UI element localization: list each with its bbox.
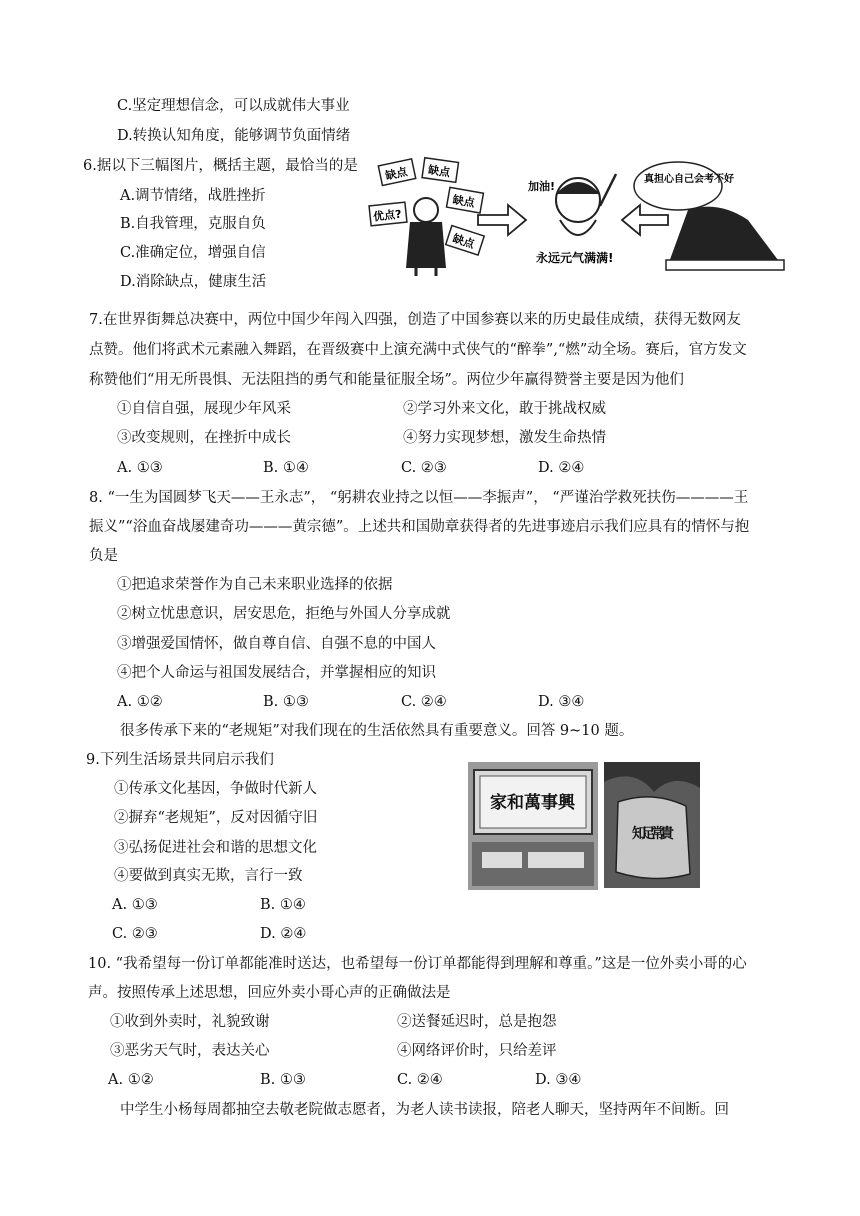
q8-item-1: ①把追求荣誉作为自己未来职业选择的依据	[117, 577, 393, 593]
q6-tag-4: 缺点	[451, 193, 476, 210]
q10-item-1: ①收到外卖时，礼貌致谢	[110, 1014, 270, 1030]
q8-choice-b: B. ①③	[263, 694, 309, 710]
q9-choice-b: B. ①④	[260, 897, 306, 913]
q7-choice-a: A. ①③	[117, 460, 163, 476]
q9-10-intro: 很多传承下来的“老规矩”对我们现在的生活依然具有重要意义。回答 9~10 题。	[120, 723, 634, 739]
q6-tag-2: 缺点	[427, 163, 451, 180]
q6-option-a: A.调节情绪，战胜挫折	[120, 188, 266, 204]
q6-option-c: C.准确定位，增强自信	[120, 245, 266, 261]
q8-choice-c: C. ②④	[401, 694, 447, 710]
q7-item-1: ①自信自强，展现少年风采	[117, 401, 291, 417]
q7-stem-line-1: 7.在世界街舞总决赛中，两位中国少年闯入四强，创造了中国参赛以来的历史最佳成绩，获得无数网友	[89, 312, 741, 328]
q8-choice-a: A. ①②	[117, 694, 163, 710]
q10-stem-line-2: 声。按照传承上述思想，回应外卖小哥心声的正确做法是	[88, 985, 451, 1001]
q8-item-3: ③增强爱国情怀，做自尊自信、自强不息的中国人	[117, 636, 436, 652]
q9-plaque-text: 家和萬事興	[490, 793, 575, 813]
q7-choice-b: B. ①④	[263, 460, 309, 476]
q8-stem-line-1: 8. “一生为国圆梦飞天——王永志”， “躬耕农业持之以恒——李振声”， “严谨治学救死扶伤————王	[89, 490, 749, 506]
q9-photo-plaque	[468, 762, 598, 890]
q7-item-4: ④努力实现梦想，激发生命热情	[403, 430, 606, 446]
q5-option-c: C.坚定理想信念，可以成就伟大事业	[117, 98, 350, 114]
q10-item-3: ③恶劣天气时，表达关心	[110, 1043, 270, 1059]
q6-thought-text: 真担心自己会考不好	[644, 174, 734, 185]
q9-stone-text: 知足常貴	[632, 826, 674, 842]
q6-tag-5: 缺点	[451, 231, 477, 252]
q9-item-1: ①传承文化基因，争做时代新人	[114, 781, 317, 797]
q7-stem-line-3: 称赞他们“用无所畏惧、无法阻挡的勇气和能量征服全场”。两位少年赢得赞誉主要是因为他们	[89, 372, 684, 388]
q7-item-2: ②学习外来文化，敢于挑战权威	[403, 401, 606, 417]
q7-item-3: ③改变规则，在挫折中成长	[117, 430, 291, 446]
arrow-right-icon	[478, 205, 526, 235]
q6-tag-3: 优点?	[372, 207, 403, 224]
q9-photo-stone	[604, 762, 700, 888]
next-question-intro: 中学生小杨每周都抽空去敬老院做志愿者，为老人读书读报，陪老人聊天，坚持两年不间断。回	[120, 1102, 729, 1118]
q8-item-4: ④把个人命运与祖国发展结合，并掌握相应的知识	[117, 665, 436, 681]
q6-cheer-text: 加油!	[528, 180, 556, 193]
q6-figure	[368, 150, 788, 280]
q9-item-2: ②摒弃“老规矩”，反对因循守旧	[114, 810, 318, 826]
q6-option-d: D.消除缺点，健康生活	[120, 274, 267, 290]
q10-choice-c: C. ②④	[397, 1072, 443, 1088]
q8-choice-d: D. ③④	[538, 694, 585, 710]
q10-choice-b: B. ①③	[260, 1072, 306, 1088]
q7-stem-line-2: 点赞。他们将武术元素融入舞蹈，在晋级赛中上演充满中式侠气的“醉拳”,“燃”动全场。赛后，官方发文	[89, 342, 747, 358]
q10-item-4: ④网络评价时，只给差评	[397, 1043, 557, 1059]
q9-stem: 9.下列生活场景共同启示我们	[86, 752, 274, 768]
q6-panel-left	[369, 158, 484, 276]
q9-item-4: ④要做到真实无欺，言行一致	[114, 868, 303, 884]
q10-item-2: ②送餐延迟时，总是抱怨	[397, 1014, 557, 1030]
arrow-left-icon	[622, 205, 668, 235]
q7-choice-d: D. ②④	[538, 460, 585, 476]
q10-choice-a: A. ①②	[108, 1072, 154, 1088]
q10-stem-line-1: 10. “我希望每一份订单都能准时送达，也希望每一份订单都能得到理解和尊重。”这是一位外卖小哥的心	[88, 956, 747, 972]
q9-choice-c: C. ②③	[112, 926, 158, 942]
q6-panel-middle	[528, 174, 616, 265]
q9-choice-d: D. ②④	[260, 926, 307, 942]
q10-choice-d: D. ③④	[535, 1072, 582, 1088]
q7-choice-c: C. ②③	[401, 460, 447, 476]
q5-option-d: D.转换认知角度，能够调节负面情绪	[117, 128, 351, 144]
q6-option-b: B.自我管理，克服自负	[120, 216, 266, 232]
q6-tag-1: 缺点	[384, 165, 409, 183]
q8-stem-line-2: 振义”“浴血奋战屡建奇功———黄宗德”。上述共和国勋章获得者的先进事迹启示我们应具有的情怀与抱	[89, 519, 750, 535]
q8-stem-line-3: 负是	[89, 548, 118, 564]
q9-item-3: ③弘扬促进社会和谐的思想文化	[114, 840, 317, 856]
q6-stem: 6.据以下三幅图片，概括主题，最恰当的是	[83, 158, 358, 174]
q8-item-2: ②树立忧患意识，居安思危，拒绝与外国人分享成就	[117, 606, 451, 622]
q9-choice-a: A. ①③	[112, 897, 158, 913]
q6-caption: 永远元气满满!	[536, 251, 614, 265]
